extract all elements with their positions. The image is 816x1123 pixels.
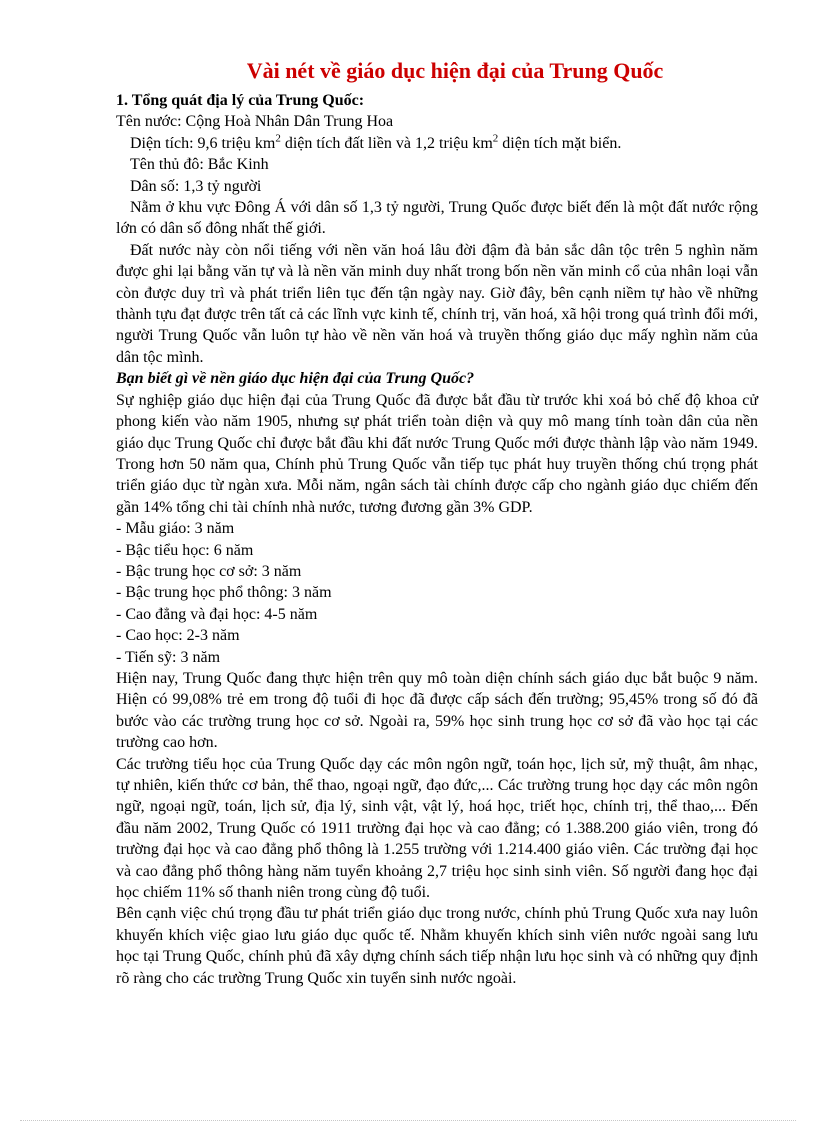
section1-heading: 1. Tổng quát địa lý của Trung Quốc:	[116, 92, 365, 109]
paragraph-schools: Các trường tiểu học của Trung Quốc dạy các môn ngôn ngữ, toán học, lịch sử, mỹ thuật, âm nhạc, tự nhiên, kiến thức cơ bản, thể thao, ngoại ngữ, đạo đức,... Các trường trung học dạy các môn ngôn ngữ, ngoại ngữ, toán, lịch sử, địa lý, sinh vật, vật lý, hoá học, triết học, chính trị, thể thao,... Đến đầu năm 2002, Trung Quốc có 1911 trường đại học và cao đẳng; có 1.388.200 giáo viên, trong đó trường đại học và cao đẳng phổ thông là 1.255 trường với 1.214.400 giáo viên. Các trường đại học và cao đẳng phổ thông hàng năm tuyển khoảng 2,7 triệu học sinh sinh viên. Số người đang học đại học chiếm 11% số thanh niên trong cùng độ tuổi.	[116, 755, 758, 902]
population-line: Dân số: 1,3 tỷ người	[130, 177, 262, 195]
document-title: Vài nét về giáo dục hiện đại của Trung Quốc	[246, 58, 664, 83]
list-item: - Bậc trung học cơ sở: 3 năm	[116, 562, 302, 580]
education-levels-list	[116, 518, 758, 668]
area-text-3: diện tích mặt biển.	[498, 134, 622, 152]
paragraph-history: Sự nghiệp giáo dục hiện đại của Trung Quốc đã được bắt đầu từ trước khi xoá bỏ chế độ khoa cử phong kiến vào năm 1905, nhưng sự phát triển toàn diện và quy mô mang tính toàn dân của nền giáo dục Trung Quốc chỉ được bắt đầu khi đất nước Trung Quốc mới được thành lập vào năm 1949. Trong hơn 50 năm qua, Chính phủ Trung Quốc vẫn tiếp tục phát huy truyền thống chú trọng phát triển giáo dục từ ngàn xưa. Mỗi năm, ngân sách tài chính được cấp cho ngành giáo dục chiếm đến gần 14% tổng chi tài chính nhà nước, tương đương gần 3% GDP.	[116, 391, 758, 516]
paragraph-location: Nằm ở khu vực Đông Á với dân số 1,3 tỷ người, Trung Quốc được biết đến là một đất nước rộng lớn có dân số đông nhất thế giới.	[116, 199, 758, 238]
paragraph-international: Bên cạnh việc chú trọng đầu tư phát triển giáo dục trong nước, chính phủ Trung Quốc xưa nay luôn khuyến khích việc giao lưu giáo dục quốc tế. Nhằm khuyến khích sinh viên nước ngoài sang lưu học tại Trung Quốc, chính phủ đã xây dựng chính sách tiếp nhận lưu học sinh và có những quy định rõ ràng cho các trường Trung Quốc xin tuyển sinh nước ngoài.	[116, 905, 758, 987]
section2-heading: Bạn biết gì về nền giáo dục hiện đại của Trung Quốc?	[116, 370, 475, 388]
list-item: - Mẫu giáo: 3 năm	[116, 520, 235, 538]
page-bottom-divider	[20, 1120, 796, 1121]
area-superscript-2: 2	[492, 132, 499, 145]
paragraph-policy: Hiện nay, Trung Quốc đang thực hiện trên quy mô toàn diện chính sách giáo dục bắt buộc 9 năm. Hiện có 99,08% trẻ em trong độ tuổi đi học đã được cấp sách đến trường; 95,45% trong số đó đã bước vào các trường trung học cơ sở. Ngoài ra, 59% học sinh trung học cơ sở đã vào học tại các trường cao hơn.	[116, 669, 758, 752]
list-item: - Bậc trung học phổ thông: 3 năm	[116, 584, 332, 602]
list-item: - Cao đẳng và đại học: 4-5 năm	[116, 605, 318, 623]
list-item: - Tiến sỹ: 3 năm	[116, 648, 221, 666]
country-name: Tên nước: Cộng Hoà Nhân Dân Trung Hoa	[116, 113, 394, 131]
area-line	[116, 133, 758, 154]
list-item: - Bậc tiểu học: 6 năm	[116, 541, 254, 559]
capital-line: Tên thủ đô: Bắc Kinh	[130, 156, 269, 174]
document-page	[116, 56, 758, 989]
area-text-2: diện tích đất liền và 1,2 triệu km	[280, 134, 493, 152]
list-item: - Cao học: 2-3 năm	[116, 627, 240, 645]
area-superscript-1: 2	[275, 132, 281, 145]
area-text-1: Diện tích: 9,6 triệu km	[130, 134, 276, 152]
paragraph-culture: Đất nước này còn nổi tiếng với nền văn hoá lâu đời đậm đà bản sắc dân tộc trên 5 nghìn năm được ghi lại bằng văn tự và là nền văn minh duy nhất trong bốn nền văn minh cổ của nhân loại vẫn còn được duy trì và phát triển liên tục đến tận ngày nay. Giờ đây, bên cạnh niềm tự hào về những thành tựu đạt được trên tất cả các lĩnh vực kinh tế, chính trị, văn hoá, xã hội trong quá trình đổi mới, người Trung Quốc vẫn luôn tự hào về nền văn hoá và truyền thống giáo dục mấy nghìn năm của dân tộc mình.	[116, 241, 758, 366]
